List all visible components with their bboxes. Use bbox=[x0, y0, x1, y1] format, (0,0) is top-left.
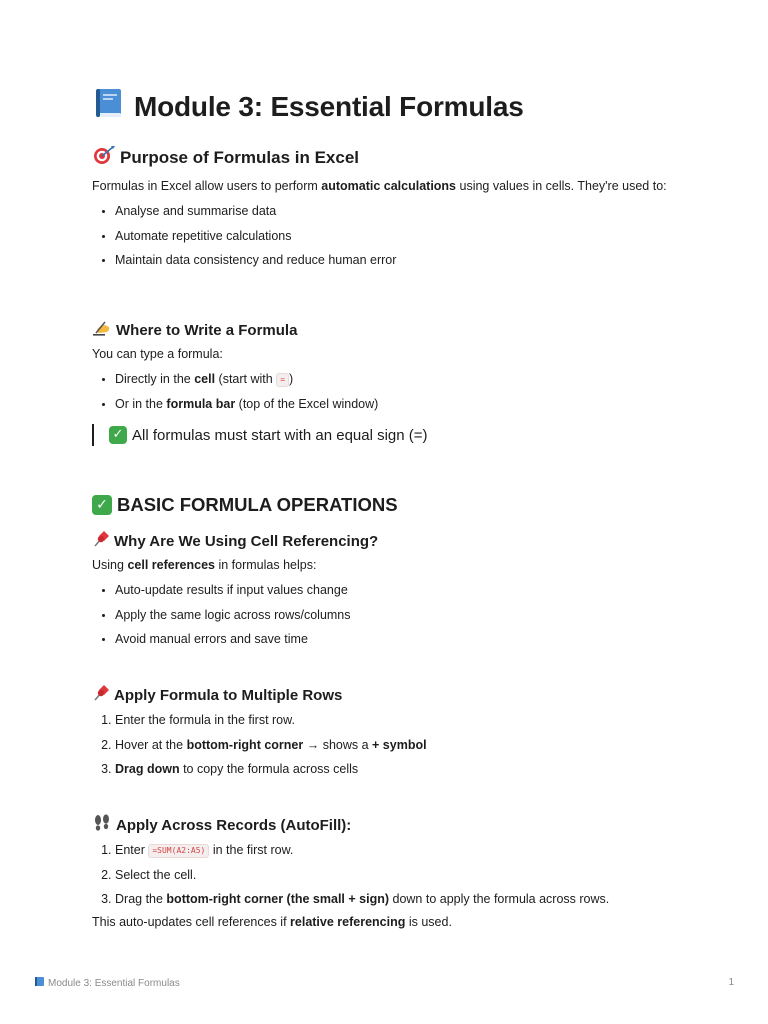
apply-heading-text: Apply Formula to Multiple Rows bbox=[114, 686, 343, 704]
list-item: 2. Select the cell. bbox=[115, 867, 692, 884]
footer-title bbox=[34, 976, 180, 989]
list-item: • Automate repetitive calculations bbox=[115, 228, 692, 245]
list-item: 1. Enter the formula in the first row. bbox=[115, 712, 692, 729]
list-item: • Analyse and summarise data bbox=[115, 203, 692, 220]
list-item: • Auto-update results if input values change bbox=[115, 582, 692, 599]
autofill-section bbox=[92, 814, 692, 931]
apply-heading bbox=[92, 684, 692, 706]
purpose-section bbox=[92, 145, 692, 269]
where-heading bbox=[92, 319, 692, 341]
why-list bbox=[92, 582, 692, 649]
list-item: • Apply the same logic across rows/columns bbox=[115, 607, 692, 624]
list-item: 3. Drag down to copy the formula across cells bbox=[115, 761, 692, 778]
purpose-list bbox=[92, 203, 692, 270]
check-mark-icon: ✓ bbox=[92, 495, 112, 515]
apply-section bbox=[92, 684, 692, 778]
list-item: • Maintain data consistency and reduce human error bbox=[115, 252, 692, 269]
purpose-heading-text: Purpose of Formulas in Excel bbox=[120, 147, 360, 167]
check-mark-icon: ✓ bbox=[109, 426, 127, 444]
dart-target-icon bbox=[92, 145, 116, 170]
pushpin-icon bbox=[92, 684, 110, 706]
basic-section bbox=[92, 494, 692, 516]
list-item: 1. Enter =SUM(A2:A5) in the first row. bbox=[115, 842, 692, 859]
where-intro: You can type a formula: bbox=[92, 347, 223, 361]
callout-text: All formulas must start with an equal sign (=) bbox=[132, 426, 428, 444]
why-intro: Using cell references in formulas helps: bbox=[92, 558, 317, 572]
why-section bbox=[92, 530, 692, 648]
footer-title-text: Module 3: Essential Formulas bbox=[48, 978, 180, 989]
page-footer bbox=[34, 976, 734, 989]
list-item: • Avoid manual errors and save time bbox=[115, 631, 692, 648]
pushpin-icon bbox=[92, 530, 110, 552]
where-list bbox=[92, 371, 692, 413]
list-item: 2. Hover at the bottom-right corner → shows a + symbol bbox=[115, 737, 692, 754]
where-heading-text: Where to Write a Formula bbox=[116, 321, 298, 339]
why-heading-text: Why Are We Using Cell Referencing? bbox=[114, 532, 379, 550]
inline-code: =SUM(A2:A5) bbox=[148, 844, 209, 858]
purpose-intro: Formulas in Excel allow users to perform automatic calculations using values in cells. They're used to: bbox=[92, 179, 667, 193]
autofill-steps bbox=[92, 842, 692, 909]
where-section bbox=[92, 319, 692, 413]
equal-sign-callout bbox=[92, 424, 428, 446]
blue-book-icon bbox=[34, 976, 45, 987]
basic-heading-text: BASIC FORMULA OPERATIONS bbox=[117, 494, 398, 515]
inline-code: = bbox=[276, 373, 289, 387]
why-heading bbox=[92, 530, 692, 552]
footprints-icon bbox=[92, 814, 112, 836]
list-item: 3. Drag the bottom-right corner (the small + sign) down to apply the formula across rows. bbox=[115, 891, 692, 908]
page-number: 1 bbox=[728, 977, 734, 988]
page-title-text: Module 3: Essential Formulas bbox=[134, 90, 524, 122]
purpose-heading bbox=[92, 145, 692, 170]
basic-heading bbox=[92, 494, 692, 516]
apply-steps bbox=[92, 712, 692, 779]
autofill-heading bbox=[92, 814, 692, 836]
list-item: • Or in the formula bar (top of the Excel window) bbox=[115, 396, 692, 413]
writing-hand-icon bbox=[92, 319, 112, 341]
list-item: • Directly in the cell (start with = ) bbox=[115, 371, 692, 388]
autofill-heading-text: Apply Across Records (AutoFill): bbox=[116, 816, 352, 834]
blue-book-icon bbox=[92, 86, 126, 127]
autofill-note: This auto-updates cell references if relative referencing is used. bbox=[92, 915, 452, 930]
page-title bbox=[92, 86, 524, 127]
